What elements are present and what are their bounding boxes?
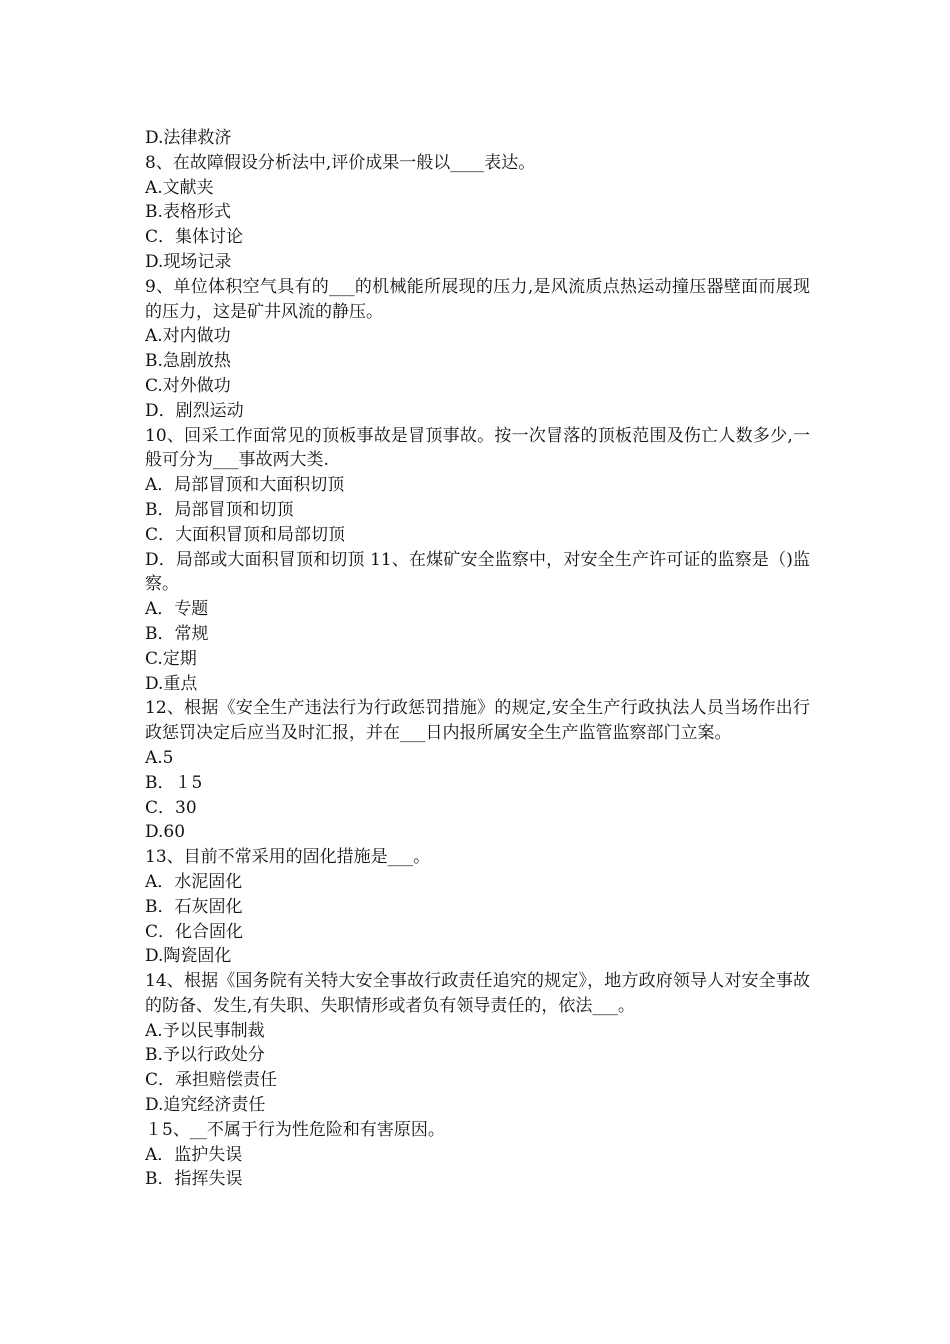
option-line: A.文献夹 [145,177,214,198]
option-line: B.急剧放热 [145,351,231,372]
question-line: 12、根据《安全生产违法行为行政惩罚措施》的规定,安全生产行政执法人员当场作出行政惩罚决定后应当及时汇报，并在___日内报所属安全生产监管监察部门立案。 [145,698,810,744]
option-line: C．大面积冒顶和局部切顶 [145,524,346,545]
option-line: D.60 [145,822,186,843]
option-line: C．30 [145,797,197,818]
option-line: B．局部冒顶和切顶 [145,499,294,520]
option-line: C.定期 [145,648,197,669]
option-line: D.现场记录 [145,251,232,272]
option-and-question-line: D．局部或大面积冒顶和切顶 11、在煤矿安全监察中，对安全生产许可证的监察是（)监察。 [145,549,810,595]
option-line: B．常规 [145,623,209,644]
option-line: D.法律救济 [145,128,232,148]
option-line: C．承担赔偿责任 [145,1070,278,1091]
option-line: A．专题 [145,599,209,620]
option-line: D.陶瓷固化 [145,946,232,967]
document-body [145,126,810,1192]
option-line: C．化合固化 [145,921,244,942]
option-line: B.表格形式 [145,202,231,223]
option-line: A.予以民事制裁 [145,1020,265,1041]
option-line: A．局部冒顶和大面积切顶 [145,475,345,496]
option-line: A．监护失误 [145,1144,243,1165]
question-line: １5、__不属于行为性危险和有害原因。 [145,1119,445,1140]
option-line: B.予以行政处分 [145,1045,265,1066]
option-line: D．剧烈运动 [145,400,244,421]
question-line: 9、单位体积空气具有的___的机械能所展现的压力,是风流质点热运动撞压器壁面而展现的压力，这是矿井风流的静压。 [145,276,810,322]
option-line: B．指挥失误 [145,1169,243,1190]
question-line: 10、回采工作面常见的顶板事故是冒顶事故。按一次冒落的顶板范围及伤亡人数多少,一般可分为___事故两大类. [145,425,810,471]
option-line: A.5 [145,747,174,768]
question-line: 8、在故障假设分析法中,评价成果一般以____表达。 [145,152,536,173]
option-line: D.追究经济责任 [145,1095,266,1116]
option-line: A．水泥固化 [145,871,243,892]
option-line: D.重点 [145,673,198,694]
option-line: A.对内做功 [145,326,231,347]
question-line: 14、根据《国务院有关特大安全事故行政责任追究的规定》，地方政府领导人对安全事故的防备、发生,有失职、失职情形或者负有领导责任的，依法___。 [145,971,810,1016]
option-line: C．集体讨论 [145,227,244,248]
question-line: 13、目前不常采用的固化措施是___。 [145,847,431,868]
option-line: C.对外做功 [145,375,231,396]
option-line: B．１5 [145,772,203,793]
option-line: B．石灰固化 [145,896,243,917]
